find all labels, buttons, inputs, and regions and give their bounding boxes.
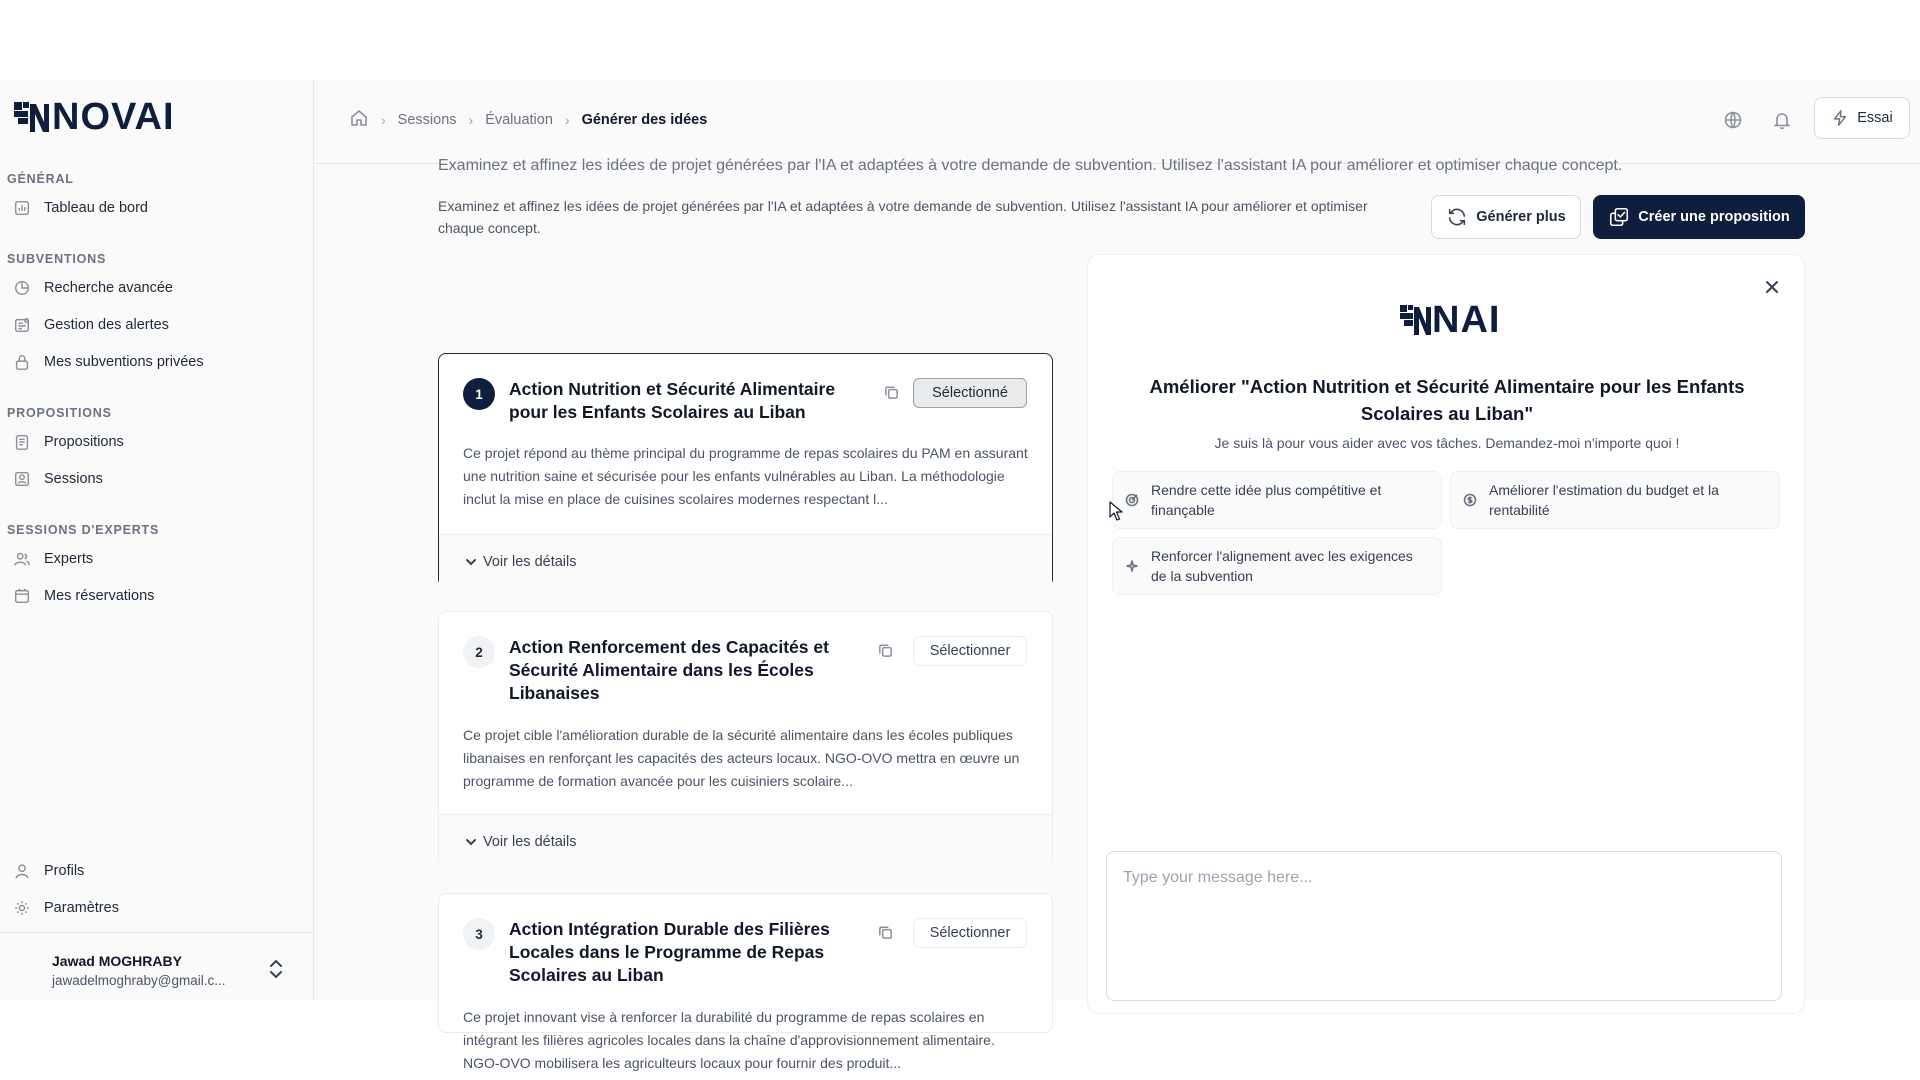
sidebar-item-mes-subventions-privees[interactable]	[12, 345, 302, 379]
suggestion-budget[interactable]	[1450, 471, 1780, 529]
view-details-label: Voir les détails	[483, 833, 577, 850]
sidebar-item-label: Tableau de bord	[44, 200, 148, 216]
copy-icon[interactable]	[877, 642, 897, 662]
sidebar-item-parametres[interactable]	[12, 891, 302, 925]
idea-description: Ce projet cible l'amélioration durable de la sécurité alimentaire dans les écoles publiques libanaises en renforçant les capacités des acteurs locaux. NGO-OVO mettra en œuvre un programme de formation avancée pour les cuisiniers scolaire...	[463, 727, 1020, 789]
page-description: Examinez et affinez les idées de projet générées par l'IA et adaptées à votre demande de subvention. Utilisez l'assistant IA pour améliorer et optimiser chaque concept.	[438, 198, 1368, 236]
select-button[interactable]: Sélectionner	[913, 918, 1027, 948]
top-header	[315, 80, 1920, 164]
home-icon[interactable]	[349, 108, 369, 132]
select-button[interactable]: Sélectionner	[913, 636, 1027, 666]
lightning-icon	[1831, 109, 1849, 127]
alert-list-icon	[12, 315, 32, 335]
panel-title: Améliorer "Action Nutrition et Sécurité Alimentaire pour les Enfants Scolaires au Liban"	[1149, 376, 1745, 424]
idea-title: Action Intégration Durable des Filières Locales dans le Programme de Repas Scolaires au Liban	[509, 919, 830, 985]
globe-icon[interactable]	[1721, 108, 1745, 132]
idea-title: Action Renforcement des Capacités et Sécurité Alimentaire dans les Écoles Libanaises	[509, 637, 829, 703]
document-icon	[12, 432, 32, 452]
sidebar-item-mes-reservations[interactable]	[12, 579, 302, 613]
breadcrumb-evaluation[interactable]: Évaluation	[485, 112, 553, 128]
sidebar-item-propositions[interactable]	[12, 425, 302, 459]
scrolled-description: Examinez et affinez les idées de projet générées par l'IA et adaptées à votre demande de subvention. Utilisez l'assistant IA pour améliorer et optimiser chaque concept.	[438, 157, 1623, 174]
gear-icon	[12, 898, 32, 918]
copy-check-icon	[1608, 206, 1630, 228]
idea-card-1[interactable]	[438, 353, 1053, 587]
user-email: jawadelmoghraby@gmail.c...	[52, 973, 226, 988]
selected-button[interactable]: Sélectionné	[913, 378, 1027, 408]
user-icon	[12, 861, 32, 881]
chevron-down-icon	[465, 556, 477, 568]
user-menu[interactable]	[0, 932, 314, 1000]
suggestion-label: Rendre cette idée plus compétitive et finançable	[1151, 482, 1382, 518]
nav-section-subventions: SUBVENTIONS	[7, 252, 107, 266]
sidebar-item-tableau-de-bord[interactable]	[12, 191, 302, 225]
nai-logo	[1398, 299, 1500, 341]
message-box[interactable]	[1106, 851, 1782, 1001]
idea-card-2[interactable]	[438, 611, 1053, 867]
message-input[interactable]	[1123, 866, 1763, 890]
bell-icon[interactable]	[1770, 108, 1794, 132]
sidebar-item-label: Gestion des alertes	[44, 317, 169, 333]
ai-logo-text: NAI	[1432, 299, 1501, 341]
suggestion-competitive[interactable]	[1112, 471, 1442, 529]
sidebar-item-label: Experts	[44, 551, 94, 567]
target-icon	[1125, 492, 1141, 508]
chevron-down-icon	[465, 836, 477, 848]
lock-icon	[12, 352, 32, 372]
pie-chart-icon	[12, 278, 32, 298]
nav-section-sessions-experts: SESSIONS D'EXPERTS	[7, 523, 160, 537]
sidebar-item-label: Propositions	[44, 434, 124, 450]
nav-section-propositions: PROPOSITIONS	[7, 406, 112, 420]
essai-button[interactable]	[1814, 97, 1910, 139]
sidebar	[0, 80, 314, 1000]
sidebar-item-label: Paramètres	[44, 900, 119, 916]
sidebar-item-gestion-des-alertes[interactable]	[12, 308, 302, 342]
view-details-label: Voir les détails	[483, 553, 577, 570]
idea-description: Ce projet répond au thème principal du programme de repas scolaires du PAM en assurant une nutrition saine et sécurisée pour les enfants vulnérables au Liban. La méthodologie inclut la mise en place de cuisines scolaires modernes respectant l...	[463, 445, 1028, 507]
close-icon[interactable]	[1764, 279, 1784, 299]
user-name: Jawad MOGHRABY	[52, 953, 182, 969]
idea-number: 2	[463, 636, 495, 668]
sidebar-item-profils[interactable]	[12, 854, 302, 888]
breadcrumb-separator-icon: ›	[381, 112, 386, 128]
logo-text: NOVAI	[52, 96, 175, 138]
copy-icon[interactable]	[883, 384, 903, 404]
view-details-toggle[interactable]	[439, 814, 1052, 868]
sidebar-item-recherche-avancee[interactable]	[12, 271, 302, 305]
calendar-icon	[12, 586, 32, 606]
idea-card-3[interactable]	[438, 893, 1053, 1071]
create-proposal-button[interactable]	[1593, 195, 1805, 239]
sidebar-item-label: Profils	[44, 863, 85, 879]
breadcrumb	[349, 108, 707, 132]
logo-mark-icon	[12, 98, 50, 136]
sidebar-item-label: Mes réservations	[44, 588, 155, 604]
sidebar-item-label: Mes subventions privées	[44, 354, 204, 370]
sidebar-item-sessions[interactable]	[12, 462, 302, 496]
breadcrumb-sessions[interactable]: Sessions	[397, 112, 457, 128]
suggestion-label: Renforcer l'alignement avec les exigences de la subvention	[1151, 548, 1413, 584]
novai-logo[interactable]	[12, 94, 175, 140]
logo-mark-icon	[1398, 301, 1432, 339]
sidebar-item-experts[interactable]	[12, 542, 302, 576]
panel-subtitle: Je suis là pour vous aider avec vos tâches. Demandez-moi n'importe quoi !	[1214, 435, 1680, 451]
idea-number: 3	[463, 918, 495, 950]
contact-card-icon	[12, 469, 32, 489]
mouse-pointer-icon	[1109, 501, 1123, 521]
nav-section-general: GÉNÉRAL	[7, 172, 74, 186]
ai-assistant-panel	[1087, 254, 1805, 1014]
sparkle-icon	[1125, 558, 1141, 574]
essai-label: Essai	[1857, 110, 1893, 126]
sidebar-item-label: Sessions	[44, 471, 103, 487]
copy-icon[interactable]	[877, 924, 897, 944]
sidebar-item-label: Recherche avancée	[44, 280, 173, 296]
breadcrumb-separator-icon: ›	[468, 112, 474, 128]
suggestion-alignment[interactable]	[1112, 537, 1442, 595]
coin-icon	[1463, 492, 1479, 508]
create-proposal-label: Créer une proposition	[1638, 209, 1790, 225]
suggestion-label: Améliorer l'estimation du budget et la rentabilité	[1489, 482, 1719, 518]
generate-more-button[interactable]	[1431, 195, 1581, 239]
chevron-up-down-icon[interactable]	[266, 955, 286, 983]
app-window	[0, 80, 1920, 1071]
idea-description: Ce projet innovant vise à renforcer la durabilité du programme de repas scolaires en intégrant les filières agricoles locales dans la chaîne d'approvisionnement alimentaire. NGO-OVO mobilisera les agriculteurs locaux pour fournir des produit...	[463, 1009, 995, 1071]
idea-title: Action Nutrition et Sécurité Alimentaire pour les Enfants Scolaires au Liban	[509, 379, 836, 422]
users-icon	[12, 549, 32, 569]
idea-number: 1	[463, 378, 495, 410]
breadcrumb-separator-icon: ›	[564, 112, 570, 128]
refresh-icon	[1446, 206, 1468, 228]
view-details-toggle[interactable]	[439, 534, 1052, 588]
generate-more-label: Générer plus	[1476, 209, 1566, 225]
breadcrumb-current: Générer des idées	[581, 112, 708, 128]
chart-icon	[12, 198, 32, 218]
main-content	[315, 157, 1920, 1071]
